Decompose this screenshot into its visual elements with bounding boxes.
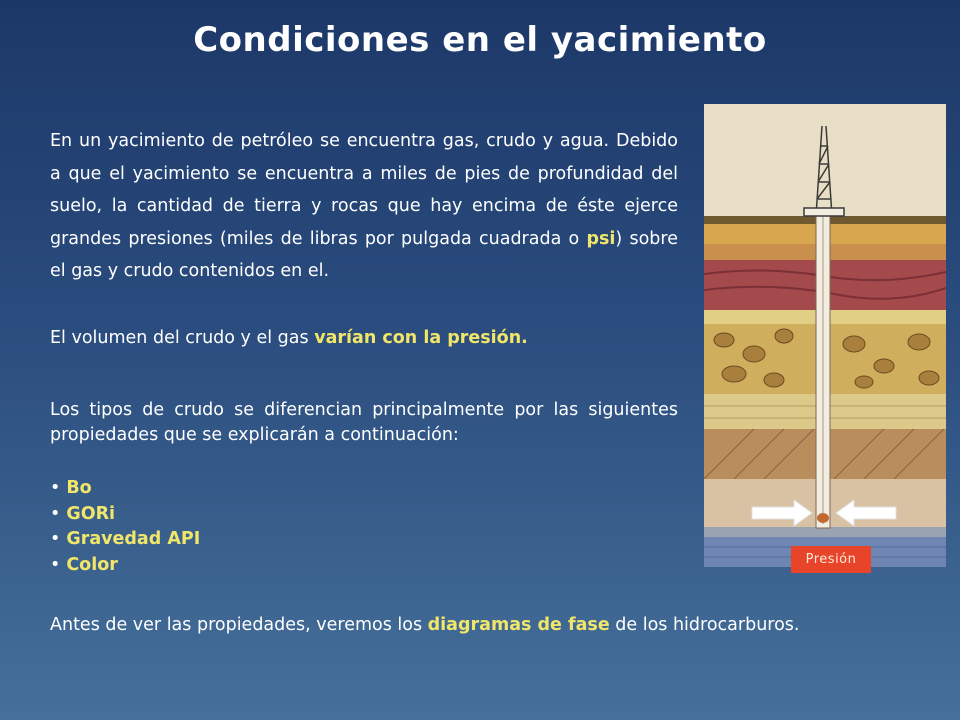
intro-text-1: En un yacimiento de petróleo se encuentra gas, crudo y agua. Debido a que el yacimiento se encuentra a miles de pies de profundidad del suelo, la cantidad de tierra y rocas que hay encima de éste ejerce grandes presiones (miles de libras por pulgada cuadrada o: [50, 131, 678, 249]
well-cross-section-illustration: [704, 104, 946, 567]
property-label: Bo: [66, 478, 92, 498]
bullet-icon: •: [50, 478, 61, 498]
list-item: [50, 527, 200, 553]
properties-list: [50, 476, 200, 578]
property-label: GORi: [66, 503, 116, 524]
bullet-icon: •: [50, 503, 61, 524]
intro-highlight-psi: psi: [586, 228, 616, 249]
list-item: [50, 476, 200, 502]
volume-paragraph: [50, 325, 690, 351]
intro-text-2: ) sobre el gas y crudo contenidos en el.: [50, 228, 678, 282]
bullet-icon: •: [50, 554, 61, 575]
closing-text-2: de los hidrocarburos.: [609, 615, 800, 635]
volume-highlight: varían con la presión.: [314, 328, 528, 348]
closing-text-1: Antes de ver las propiedades, veremos los: [50, 615, 428, 635]
page-title: Condiciones en el yacimiento: [193, 20, 767, 60]
well-bottom: [817, 513, 829, 523]
intro-paragraph: [50, 125, 678, 288]
pressure-badge: Presión: [791, 546, 871, 573]
closing-highlight: diagramas de fase: [427, 615, 610, 635]
types-paragraph: Los tipos de crudo se diferencian principalmente por las siguientes propiedades que se explicarán a continuación:: [50, 400, 678, 445]
volume-text: El volumen del crudo y el gas: [50, 328, 315, 348]
property-label: Color: [66, 554, 118, 575]
property-label: Gravedad API: [66, 529, 201, 549]
closing-paragraph: [50, 613, 926, 638]
list-item: [50, 553, 200, 579]
bullet-icon: •: [50, 529, 61, 549]
list-item: [50, 502, 200, 528]
